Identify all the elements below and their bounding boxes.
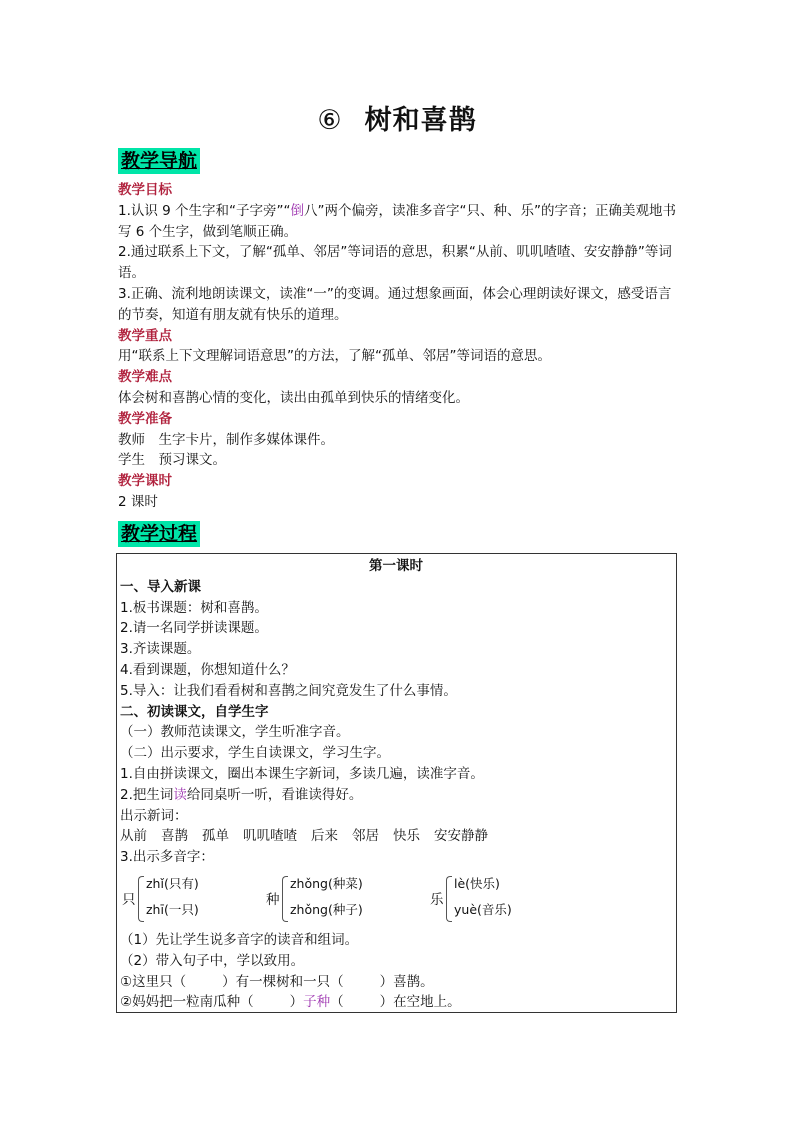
- new-word: 邻居: [352, 828, 379, 845]
- preparation-student: 学生 预习课文。: [118, 452, 226, 469]
- objective-1: 1.认识 9 个生字和“子字旁”“倒八”两个偏旁，读准多音字“只、种、乐”的字音；正确美观地书写 6 个生字，做到笔顺正确。: [118, 202, 677, 240]
- list-item: 2.把生词读给同桌听一听，看谁读得好。: [120, 786, 363, 803]
- teaching-process-banner: 教学过程: [118, 521, 200, 547]
- period-title: 第一课时: [369, 558, 423, 574]
- list-item: 3.齐读课题。: [120, 641, 201, 658]
- new-word: 后来: [311, 828, 338, 845]
- difficulty-text: 体会树和喜鹊心情的变化，读出由孤单到快乐的情绪变化。: [118, 389, 469, 406]
- difficulty-heading: 教学难点: [118, 369, 172, 386]
- overview-section: [118, 180, 683, 513]
- objectives-heading: 教学目标: [118, 182, 172, 198]
- list-item: 5.导入：让我们看看树和喜鹊之间究竟发生了什么事情。: [120, 682, 457, 699]
- new-word: 安安静静: [434, 828, 488, 845]
- lesson-number: ⑥: [317, 105, 343, 136]
- key-point-heading: 教学重点: [118, 327, 172, 344]
- hours-text: 2 课时: [118, 493, 158, 510]
- polyphone-group: 只 zhǐ(只有) zhī(一只) 种 zhǒng(种菜) zhǒng(种子) 乐 lè(快乐) yuè(音乐): [120, 874, 672, 926]
- step-1: （1）先让学生说多音字的读音和组词。: [120, 931, 359, 948]
- hours-heading: 教学课时: [118, 473, 172, 490]
- step-2: （2）带入句子中，学以致用。: [120, 952, 305, 969]
- new-words-label: 出示新词：: [120, 807, 188, 824]
- list-item: （一）教师范读课文，学生听准字音。: [120, 724, 350, 741]
- list-item: 2.请一名同学拼读课题。: [120, 620, 268, 637]
- key-point-text: 用“联系上下文理解词语意思”的方法，了解“孤单、邻居”等词语的意思。: [118, 348, 551, 365]
- lesson-title: 树和喜鹊: [364, 105, 477, 136]
- objective-2: 2.通过联系上下文，了解“孤单、邻居”等词语的意思，积累“从前、叽叽喳喳、安安静静”等词语。: [118, 244, 672, 282]
- new-words-list: [120, 826, 672, 847]
- lesson-table: [116, 553, 677, 1013]
- objective-3: 3.正确、流利地朗读课文，读准“一”的变调。通过想象画面，体会心理朗读好课文，感受语言的节奏，知道有朋友就有快乐的道理。: [118, 285, 672, 323]
- preparation-teacher: 教师 生字卡片，制作多媒体课件。: [118, 431, 334, 448]
- teaching-navigation-banner: 教学导航: [118, 148, 200, 174]
- list-item: 1.板书课题：树和喜鹊。: [120, 599, 268, 616]
- list-item: 1.自由拼读课文，圈出本课生字新词，多读几遍，读准字音。: [120, 765, 484, 782]
- new-word: 孤单: [202, 828, 229, 845]
- question-1: ①这里只（ ）有一棵树和一只（ ）喜鹊。: [120, 973, 434, 990]
- section-1-heading: 一、导入新课: [120, 578, 201, 595]
- question-2: ②妈妈把一粒南瓜种（ ）子种（ ）在空地上。: [120, 994, 461, 1011]
- new-word: 喜鹊: [161, 828, 188, 845]
- page-title: [0, 98, 794, 137]
- list-item: 4.看到课题，你想知道什么？: [120, 661, 295, 678]
- new-word: 快乐: [393, 828, 420, 845]
- list-item: （二）出示要求，学生自读课文，学习生字。: [120, 745, 390, 762]
- section-2-heading: 二、初读课文，自学生字: [120, 703, 269, 720]
- polyphone-label: 3.出示多音字：: [120, 849, 214, 866]
- preparation-heading: 教学准备: [118, 410, 172, 427]
- new-word: 从前: [120, 828, 147, 845]
- new-word: 叽叽喳喳: [243, 828, 297, 845]
